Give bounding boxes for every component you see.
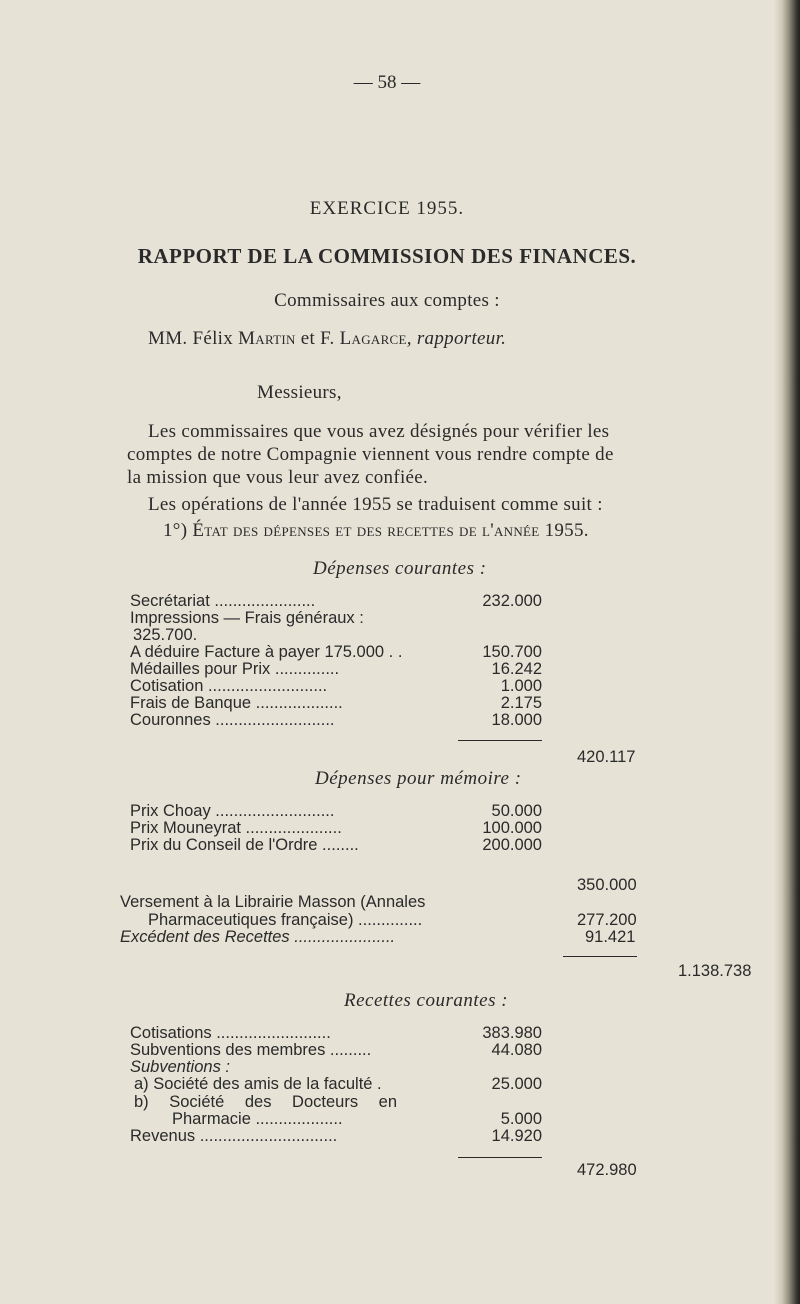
excedent-amount: 91.421	[585, 928, 636, 946]
auditor-name-martin: Martin	[238, 328, 296, 349]
para1-line3: la mission que vous leur avez confiée.	[127, 467, 429, 488]
auditors-heading: Commissaires aux comptes :	[274, 290, 500, 311]
report-title: RAPPORT DE LA COMMISSION DES FINANCES.	[137, 244, 637, 268]
salutation: Messieurs,	[257, 382, 342, 403]
subtotal-rule	[458, 740, 542, 741]
exercise-title: EXERCICE 1955.	[309, 198, 465, 219]
total-rule	[563, 956, 637, 957]
depenses-courantes-heading: Dépenses courantes :	[313, 558, 487, 579]
versement-amount: 277.200	[577, 911, 637, 929]
auditors-line	[148, 328, 506, 350]
excedent-label: Excédent des Recettes ......................	[120, 928, 396, 946]
para1-line1: Les commissaires que vous avez désignés pour vérifier les	[148, 421, 610, 442]
versement-line1: Versement à la Librairie Masson (Annales	[120, 893, 426, 911]
depenses-courantes-total: 420.117	[577, 748, 636, 766]
auditors-prefix: MM. Félix	[148, 328, 239, 349]
grand-total: 1.138.738	[678, 962, 752, 980]
versement-line2: Pharmaceutiques française) ..............	[148, 911, 423, 929]
book-spine-shadow	[774, 0, 800, 1304]
recettes-courantes-heading: Recettes courantes :	[344, 990, 509, 1011]
auditors-and: et F.	[295, 328, 340, 349]
recettes-courantes-total: 472.980	[577, 1161, 637, 1179]
para2: Les opérations de l'année 1955 se traduisent comme suit :	[148, 494, 603, 515]
depenses-memoire-heading: Dépenses pour mémoire :	[315, 768, 522, 789]
depenses-memoire-total: 350.000	[577, 876, 637, 894]
subtotal-rule	[458, 1157, 542, 1158]
page-number: — 58 —	[353, 72, 421, 93]
auditor-role: , rapporteur.	[406, 328, 507, 349]
section-heading: 1°) État des dépenses et des recettes de l'année 1955.	[163, 520, 589, 541]
auditor-name-lagarce: Lagarce	[339, 328, 407, 349]
para1-line2: comptes de notre Compagnie viennent vous rendre compte de	[127, 444, 614, 465]
